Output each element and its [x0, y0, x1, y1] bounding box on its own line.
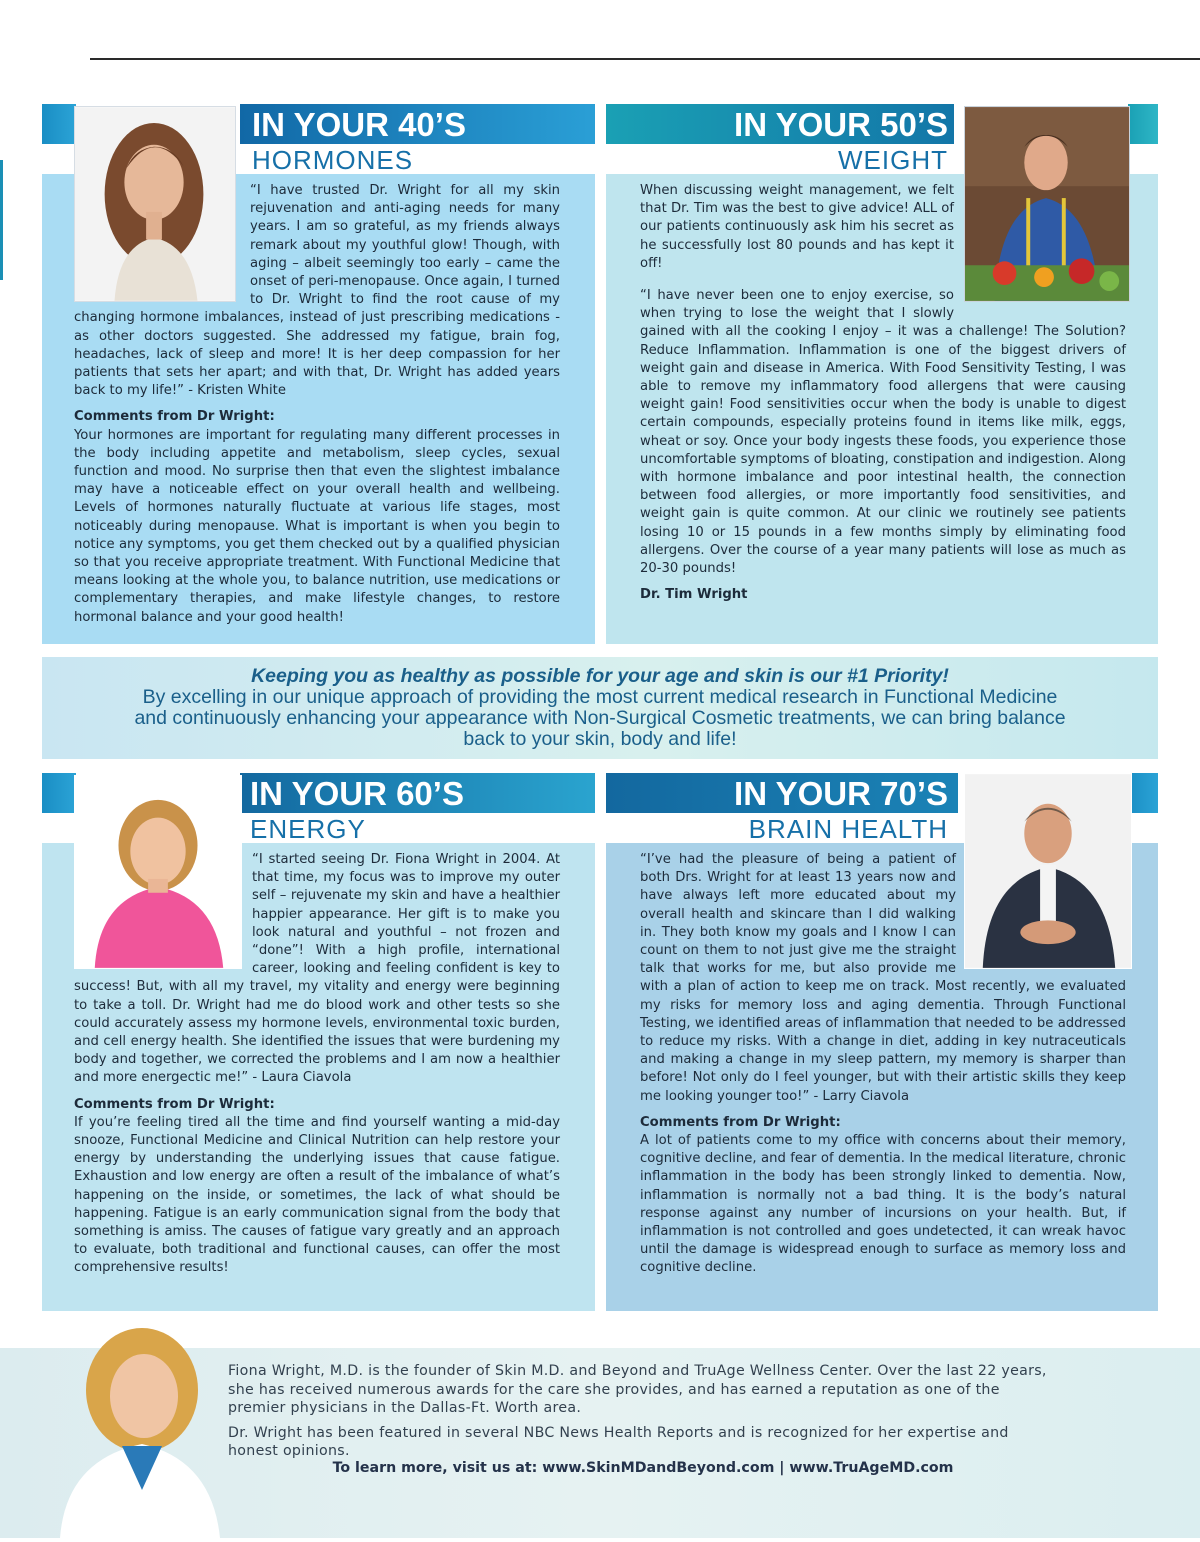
featured-text: Dr. Wright has been featured in several NBC News Health Reports and is recognized for her expertise and honest opinions. [228, 1424, 1009, 1459]
comments-text: Your hormones are important for regulating many different processes in the body including appetite and metabolism, sleep cycles, sexual function and mood. No surprise then that even the slightest imbalance may have a noticeable effect on your overall health and wellbeing. Levels of hormones naturally fluctuate at various life stages, most noticeably during menopause. What is important is when you begin to notice any symptoms, you get them checked out by a qualified physician so that you receive appropriate treatment. With Functional Medicine that means looking at the whole you, to balance nutrition, use medications or complementary therapies, and make lifestyle changes, to restore hormonal balance and your good health! [74, 427, 560, 625]
tab-accent [42, 773, 76, 813]
intro-text: When discussing weight management, we felt that Dr. Tim was the best to give advice! ALL of our patients continuously ask him his secret as he successfully lost 80 pounds and has kept it off! [640, 183, 954, 271]
fiona-wright-photo [52, 1320, 222, 1538]
testimonial-text: “I’ve had the pleasure of being a patient of both Drs. Wright for at least 13 years now and have always left more educated about my overall health and skincare than I did walking in. They both know my goals and I know I can count on them to not just give me the straight talk that works for me, but also provide me with a plan of action to keep me on track. Most recently, we evaluated my risks for memory loss and aging dementia. Through Functional Testing, we identified areas of inflammation that needed to be addressed to reduce my risks. With a change in diet, adding in key nutraceuticals and making a change in my sleep pattern, my memory is sharper than before! Not only do I feel younger, but with their artistic skills they keep me looking younger too!” - Larry Ciavola [640, 852, 1126, 1104]
panel-60s [42, 773, 595, 1311]
larry-ciavola-photo [964, 773, 1132, 969]
comments-text: A lot of patients come to my office with concerns about their memory, cognitive decline, and fear of dementia. In the medical literature, chronic inflammation in the body has been strongly linked to dementia. Now, inflammation is normally not a bad thing. It is the body’s natural response against any number of incursions on your health. But, if inflammation is not controlled and goes undetected, it can wreak havoc until the damage is widespread enough to surface as memory loss and cognitive decline. [640, 1133, 1126, 1276]
section-title: IN YOUR 40’S [252, 106, 466, 143]
panel-body [640, 851, 1126, 1286]
signature: Dr. Tim Wright [640, 587, 748, 603]
bio-text: Fiona Wright, M.D. is the founder of Skin M.D. and Beyond and TruAge Wellness Center. Over the last 22 years, she has received numerous awards for the care she provides, and has earned a reputation as one of the premier physicians in the Dallas-Ft. Worth area. [228, 1363, 1047, 1416]
panel-70s [606, 773, 1158, 1311]
visit-links: To learn more, visit us at: www.SkinMDandBeyond.com | www.TruAgeMD.com [332, 1460, 954, 1476]
panel-body [74, 851, 560, 1286]
comments-heading: Comments from Dr Wright: [74, 409, 275, 425]
section-title: IN YOUR 70’S [734, 775, 948, 812]
quote-text: “I have never been one to enjoy exercise, so when trying to lose the weight that I slowly gained with all the cooking I enjoy – it was a challenge! The Solution? Reduce Inflammation. Inflammation is one of the biggest drivers of weight gain and disease in America. With Food Sensitivity Testing, I was able to remove my inflammatory food allergens that were causing weight gain! Food sensitivities occur when the body is unable to digest certain compounds, especially proteins found in items like milk, eggs, wheat or soy. Once your body ingests these foods, you experience those uncomfortable symptoms of bloating, constipation and indigestion. Along with hormone imbalance and poor intestinal health, the connection between food allergies, or more importantly food sensitivities, and weight gain is quite common. At our clinic we routinely see patients losing 10 or 15 pounds in a few months simply by eliminating food allergens. Over the course of a year many patients will lose as much as 20-30 pounds! [640, 288, 1126, 577]
author-footer [0, 1348, 1200, 1538]
laura-ciavola-photo [74, 775, 242, 969]
kristen-white-photo [74, 106, 236, 302]
left-edge-stripe [0, 160, 3, 280]
tim-wright-photo [964, 106, 1130, 302]
panel-body [640, 182, 1126, 604]
section-title: IN YOUR 50’S [734, 106, 948, 143]
author-bio [228, 1362, 1058, 1467]
section-subtitle: WEIGHT [838, 145, 948, 175]
panel-50s [606, 104, 1158, 644]
top-rule [90, 58, 1200, 60]
comments-text: If you’re feeling tired all the time and find yourself wanting a mid-day snooze, Functional Medicine and Clinical Nutrition can help restore your energy by understanding the underlying issues that cause fatigue. Exhaustion and low energy are often a result of the imbalance of what’s happening on the inside, or sometimes, the lack of what should be happening. Fatigue is an early communication signal from the body that something is amiss. The causes of fatigue vary greatly and an approach to evaluate, both traditional and functional causes, can offer the most comprehensive results! [74, 1114, 560, 1276]
section-title: IN YOUR 60’S [250, 775, 464, 812]
section-subtitle: HORMONES [252, 145, 414, 175]
testimonial-text: “I have trusted Dr. Wright for all my skin rejuvenation and anti-aging needs for many years. I am so grateful, as my friends always remark about my youthful glow! Though, with aging – albeit seemingly too early – came the onset of peri-menopause. Once again, I turned to Dr. Wright to find the root cause of my changing hormone imbalances, instead of just prescribing medications - as other doctors suggested. She addressed my fatigue, brain fog, headaches, lack of sleep and more! It is her deep compassion for her patients that sets her apart; and with that, Dr. Wright has added years back to my life!” - Kristen White [74, 183, 560, 399]
section-subtitle: ENERGY [250, 814, 366, 844]
panel-40s [42, 104, 595, 644]
banner-headline: Keeping you as healthy as possible for your age and skin is our #1 Priority! [251, 665, 949, 687]
comments-heading: Comments from Dr Wright: [74, 1096, 275, 1112]
section-subtitle: BRAIN HEALTH [748, 814, 948, 844]
panel-body [74, 182, 560, 635]
priority-banner [42, 657, 1158, 759]
testimonial-text: “I started seeing Dr. Fiona Wright in 2004. At that time, my focus was to improve my outer self – rejuvenate my skin and have a healthier happier appearance. Her gift is to make you look natural and youthful – not frozen and “done”! With a high profile, international career, looking and feeling confident is key to success! But, with all my travel, my vitality and energy were beginning to take a toll. Dr. Wright had me do blood work and other tests so she could accurately assess my hormone levels, environmental toxic burden, and cell energy health. She identified the issues that were burdening my body and together, we corrected the problems and I am now a healthier and more energectic me!” - Laura Ciavola [74, 852, 560, 1086]
tab-accent [42, 104, 76, 144]
comments-heading: Comments from Dr Wright: [640, 1114, 841, 1130]
banner-text: By excelling in our unique approach of providing the most current medical research in Functional Medicine and continuously enhancing your appearance with Non-Surgical Cosmetic treatments, we can bring balance back to your skin, body and life! [134, 686, 1066, 750]
